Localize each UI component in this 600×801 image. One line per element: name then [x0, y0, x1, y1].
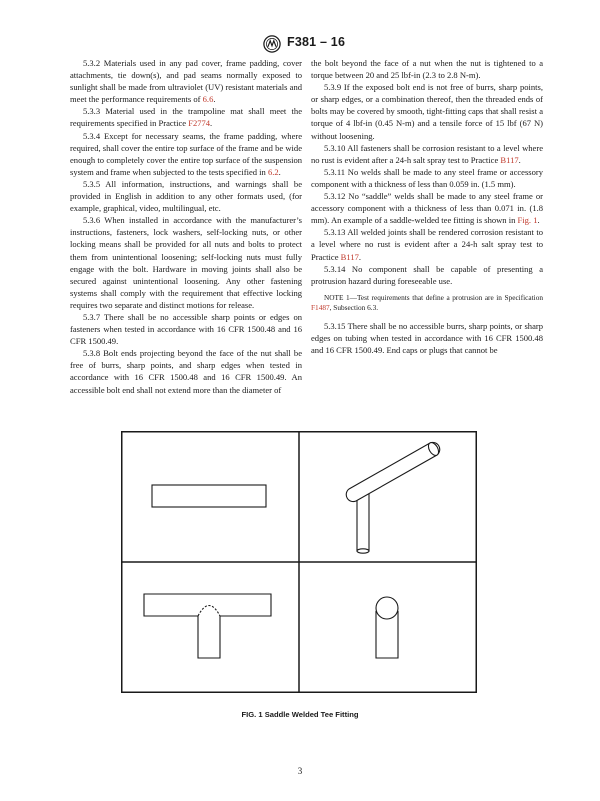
section-paragraph	[311, 81, 543, 141]
paragraph-text: .	[537, 215, 540, 226]
reference-link[interactable]: Fig. 1	[517, 215, 538, 226]
section-paragraph	[311, 263, 543, 287]
paragraph-text: 5.3.11 No welds shall be made to any steel frame or accessory component with a thickness of less than 0.059 in. (1.5 mm).	[311, 166, 543, 189]
figure-caption: FIG. 1 Saddle Welded Tee Fitting	[241, 710, 359, 719]
section-paragraph	[311, 320, 543, 356]
reference-link[interactable]: F2774	[188, 118, 211, 129]
left-text-column	[70, 57, 302, 396]
reference-link[interactable]: 6.2	[267, 166, 279, 177]
figure-1	[121, 431, 477, 693]
section-paragraph	[311, 190, 543, 226]
astm-logo-icon	[263, 35, 281, 53]
section-paragraph	[70, 105, 302, 129]
paragraph-text: 5.3.4 Except for necessary seams, the frame padding, where required, shall cover the entire top surface of the frame and be wide enough to completely cover the entire top surface of the suspension system and frame when subjected to the tests specified in	[70, 130, 302, 177]
section-paragraph	[311, 226, 543, 262]
reference-link[interactable]: F1487	[311, 303, 330, 313]
paragraph-text: .	[518, 154, 521, 165]
tee-front-view	[144, 594, 271, 658]
paragraph-text: 5.3.7 There shall be no accessible sharp points or edges on fasteners when tested in accordance with 16 CFR 1500.48 and 16 CFR 1500.49.	[70, 311, 302, 347]
section-paragraph	[70, 178, 302, 214]
section-paragraph	[70, 214, 302, 311]
paragraph-text: 5.3.10 All fasteners shall be corrosion resistant to a level where no rust is evident after a 24-h salt spray test to Practice	[311, 142, 543, 165]
section-paragraph	[311, 166, 543, 190]
note-paragraph	[311, 293, 543, 314]
paragraph-text: 5.3.12 No “saddle” welds shall be made to any steel frame or accessory component with a thickness of less than 0.071 in. (1.8 mm). An example of a saddle-welded tee fitting is shown in	[311, 191, 543, 226]
reference-link[interactable]: 6.6	[202, 94, 214, 105]
tube-side-view	[152, 485, 266, 507]
paragraph-text: .	[278, 166, 281, 177]
paragraph-text: the bolt beyond the face of a nut when the nut is tightened to a torque between 20 and 25 lbf-in (2.3 to 2.8 N-m).	[311, 58, 543, 81]
page-header	[0, 33, 600, 53]
section-paragraph	[311, 57, 543, 81]
reference-link[interactable]: B117	[500, 154, 519, 165]
section-paragraph	[70, 311, 302, 347]
paragraph-text: 5.3.9 If the exposed bolt end is not free of burrs, sharp points, or sharp edges, or a combination thereof, then the threaded ends of bolts may be covered by smooth, tight-fitting caps that shall resist a torque of 4 lbf-in (0.45 N-m) and a tensile force of 15 lbf (67 N) without loosening.	[311, 82, 543, 141]
paragraph-text: 5.3.14 No component shall be capable of presenting a protrusion hazard during foreseeable use.	[311, 263, 543, 286]
tee-isometric-view	[346, 441, 440, 553]
paragraph-text: 5.3.6 When installed in accordance with the manufacturer’s instructions, fasteners, lock washers, self-locking nuts, or other locking means shall be provided for all nuts and bolts to protect them from unintentional loosening; self-locking nuts must fully engage with the bolt. Hardware in moving joints shall also be secured against unintentional loosening. Any other fastening systems shall comply with the requirement that effective locking requires two separate and distinct motions for release.	[70, 215, 302, 310]
paragraph-text: 5.3.3 Material used in the trampoline mat shall meet the requirements specified in Practice	[70, 106, 302, 129]
right-text-column	[311, 57, 543, 356]
reference-link[interactable]: B117	[340, 251, 359, 262]
page-number: 3	[297, 766, 303, 776]
paragraph-text: 5.3.8 Bolt ends projecting beyond the face of the nut shall be free of burrs, sharp points, and sharp edges when tested in accordance with 16 CFR 1500.48 and 16 CFR 1500.49. An accessible bolt end shall not extend more than the diameter of	[70, 348, 302, 395]
paragraph-text: NOTE 1—Test requirements that define a protrusion are in Specification	[324, 292, 543, 302]
section-paragraph	[70, 57, 302, 105]
section-paragraph	[70, 130, 302, 178]
document-id: F381 – 16	[287, 35, 346, 49]
paragraph-text: .	[358, 251, 362, 262]
paragraph-text: , Subsection 6.3.	[329, 303, 379, 313]
paragraph-text: .	[210, 118, 213, 129]
tee-end-view	[376, 597, 398, 658]
paragraph-text: 5.3.15 There shall be no accessible burrs, sharp points, or sharp edges on tubing when tested in accordance with 16 CFR 1500.48 and 16 CFR 1500.49. End caps or plugs that cannot be	[311, 320, 543, 355]
paragraph-text: 5.3.13 All welded joints shall be rendered corrosion resistant to a level where no rust is evident after a 24-h salt spray test to Practice	[311, 227, 543, 262]
paragraph-text: 5.3.2 Materials used in any pad cover, frame padding, cover attachments, tie down(s), and pad seams normally exposed to sunlight shall be made from ultraviolet (UV) resistant materials and meet the performance requirements of	[70, 58, 302, 105]
paragraph-text: 5.3.5 All information, instructions, and warnings shall be provided in English in addition to any other formats used, (for example, graphical, video, multilingual, etc.	[70, 178, 302, 214]
section-paragraph	[311, 142, 543, 166]
section-paragraph	[70, 347, 302, 395]
saddle-tee-diagram	[121, 431, 477, 693]
paragraph-text: .	[213, 94, 216, 105]
